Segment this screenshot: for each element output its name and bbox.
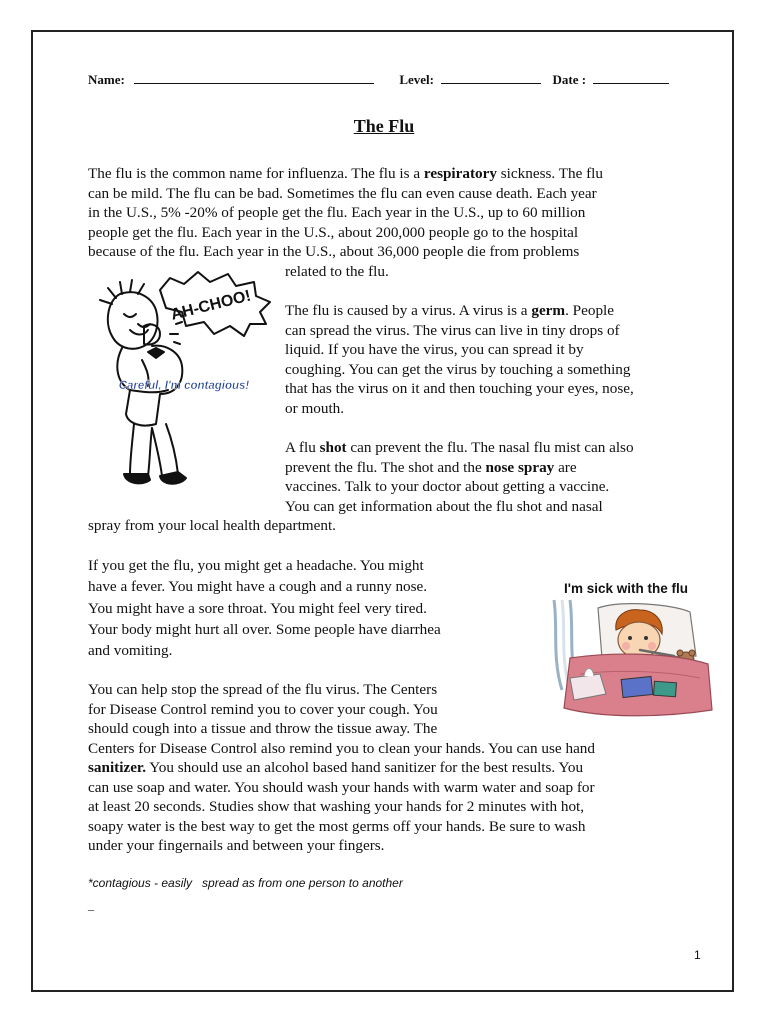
name-field[interactable] bbox=[134, 72, 374, 84]
date-label: Date : bbox=[552, 72, 587, 87]
sick-caption: I'm sick with the flu bbox=[564, 581, 688, 596]
page-number: 1 bbox=[694, 948, 701, 962]
paragraph-vaccine: A flu shot can prevent the flu. The nasal flu mist can also prevent the flu. The shot and the nose spray are vaccines. Talk to your doctor about getting a vaccine. You can get information about the flu shot and nasal spray from your local health department. bbox=[88, 439, 634, 534]
worksheet-header bbox=[88, 72, 669, 88]
sneezing-man-illustration bbox=[86, 264, 282, 506]
name-label: Name: bbox=[88, 72, 125, 87]
sick-child-illustration bbox=[540, 578, 718, 722]
paragraph-prevention: You can help stop the spread of the flu virus. The Centers for Disease Control remind you to cover your cough. You should cough into a tissue and throw the tissue away. The Centers for Disease Control also remind you to clean your hands. You can use hand sanitizer. You should use an alcohol based hand sanitizer for the best results. You can use soap and water. You should wash your hands with warm water and soap for at least 20 seconds. Studies show that washing your hands for 2 minutes with hot, soapy water is the best way to get the most germs off your hands. Be sure to wash under your fingernails and between your fingers. bbox=[88, 681, 595, 854]
page-title: The Flu bbox=[353, 116, 415, 136]
sneeze-bubble-text: AH-CHOO! bbox=[169, 287, 253, 324]
paragraph-intro: The flu is the common name for influenza. The flu is a respiratory sickness. The flu can be mild. The flu can be bad. Sometimes the flu can even cause death. Each year in the U.S., 5% -20% of people get the flu. Each year in the U.S., up to 60 million people get the flu. Each year in the U.S., about 200,000 people go to the hospital because of the flu. Each year in the U.S., about 36,000 people die from problems related to the flu. bbox=[88, 165, 603, 280]
footnote-contagious: *contagious - easily spread as from one person to another bbox=[88, 876, 403, 890]
contagious-caption: Careful, I'm contagious! bbox=[118, 380, 250, 392]
paragraph-symptoms: If you get the flu, you might get a headache. You might have a fever. You might have a cough and a runny nose. You might have a sore throat. You might feel very tired. Your body might hurt all over. Some people have diarrhea and vomiting. bbox=[88, 557, 441, 660]
paragraph-cause: The flu is caused by a virus. A virus is a germ. People can spread the virus. The virus can live in tiny drops of liquid. If you have the virus, you can spread it by coughing. You can get the virus by touching a something that has the virus on it and then touching your eyes, nose, or mouth. bbox=[285, 302, 634, 417]
level-field[interactable] bbox=[441, 72, 541, 84]
date-field[interactable] bbox=[593, 72, 669, 84]
level-label: Level: bbox=[399, 72, 434, 87]
footnote-dash: _ bbox=[88, 898, 94, 912]
